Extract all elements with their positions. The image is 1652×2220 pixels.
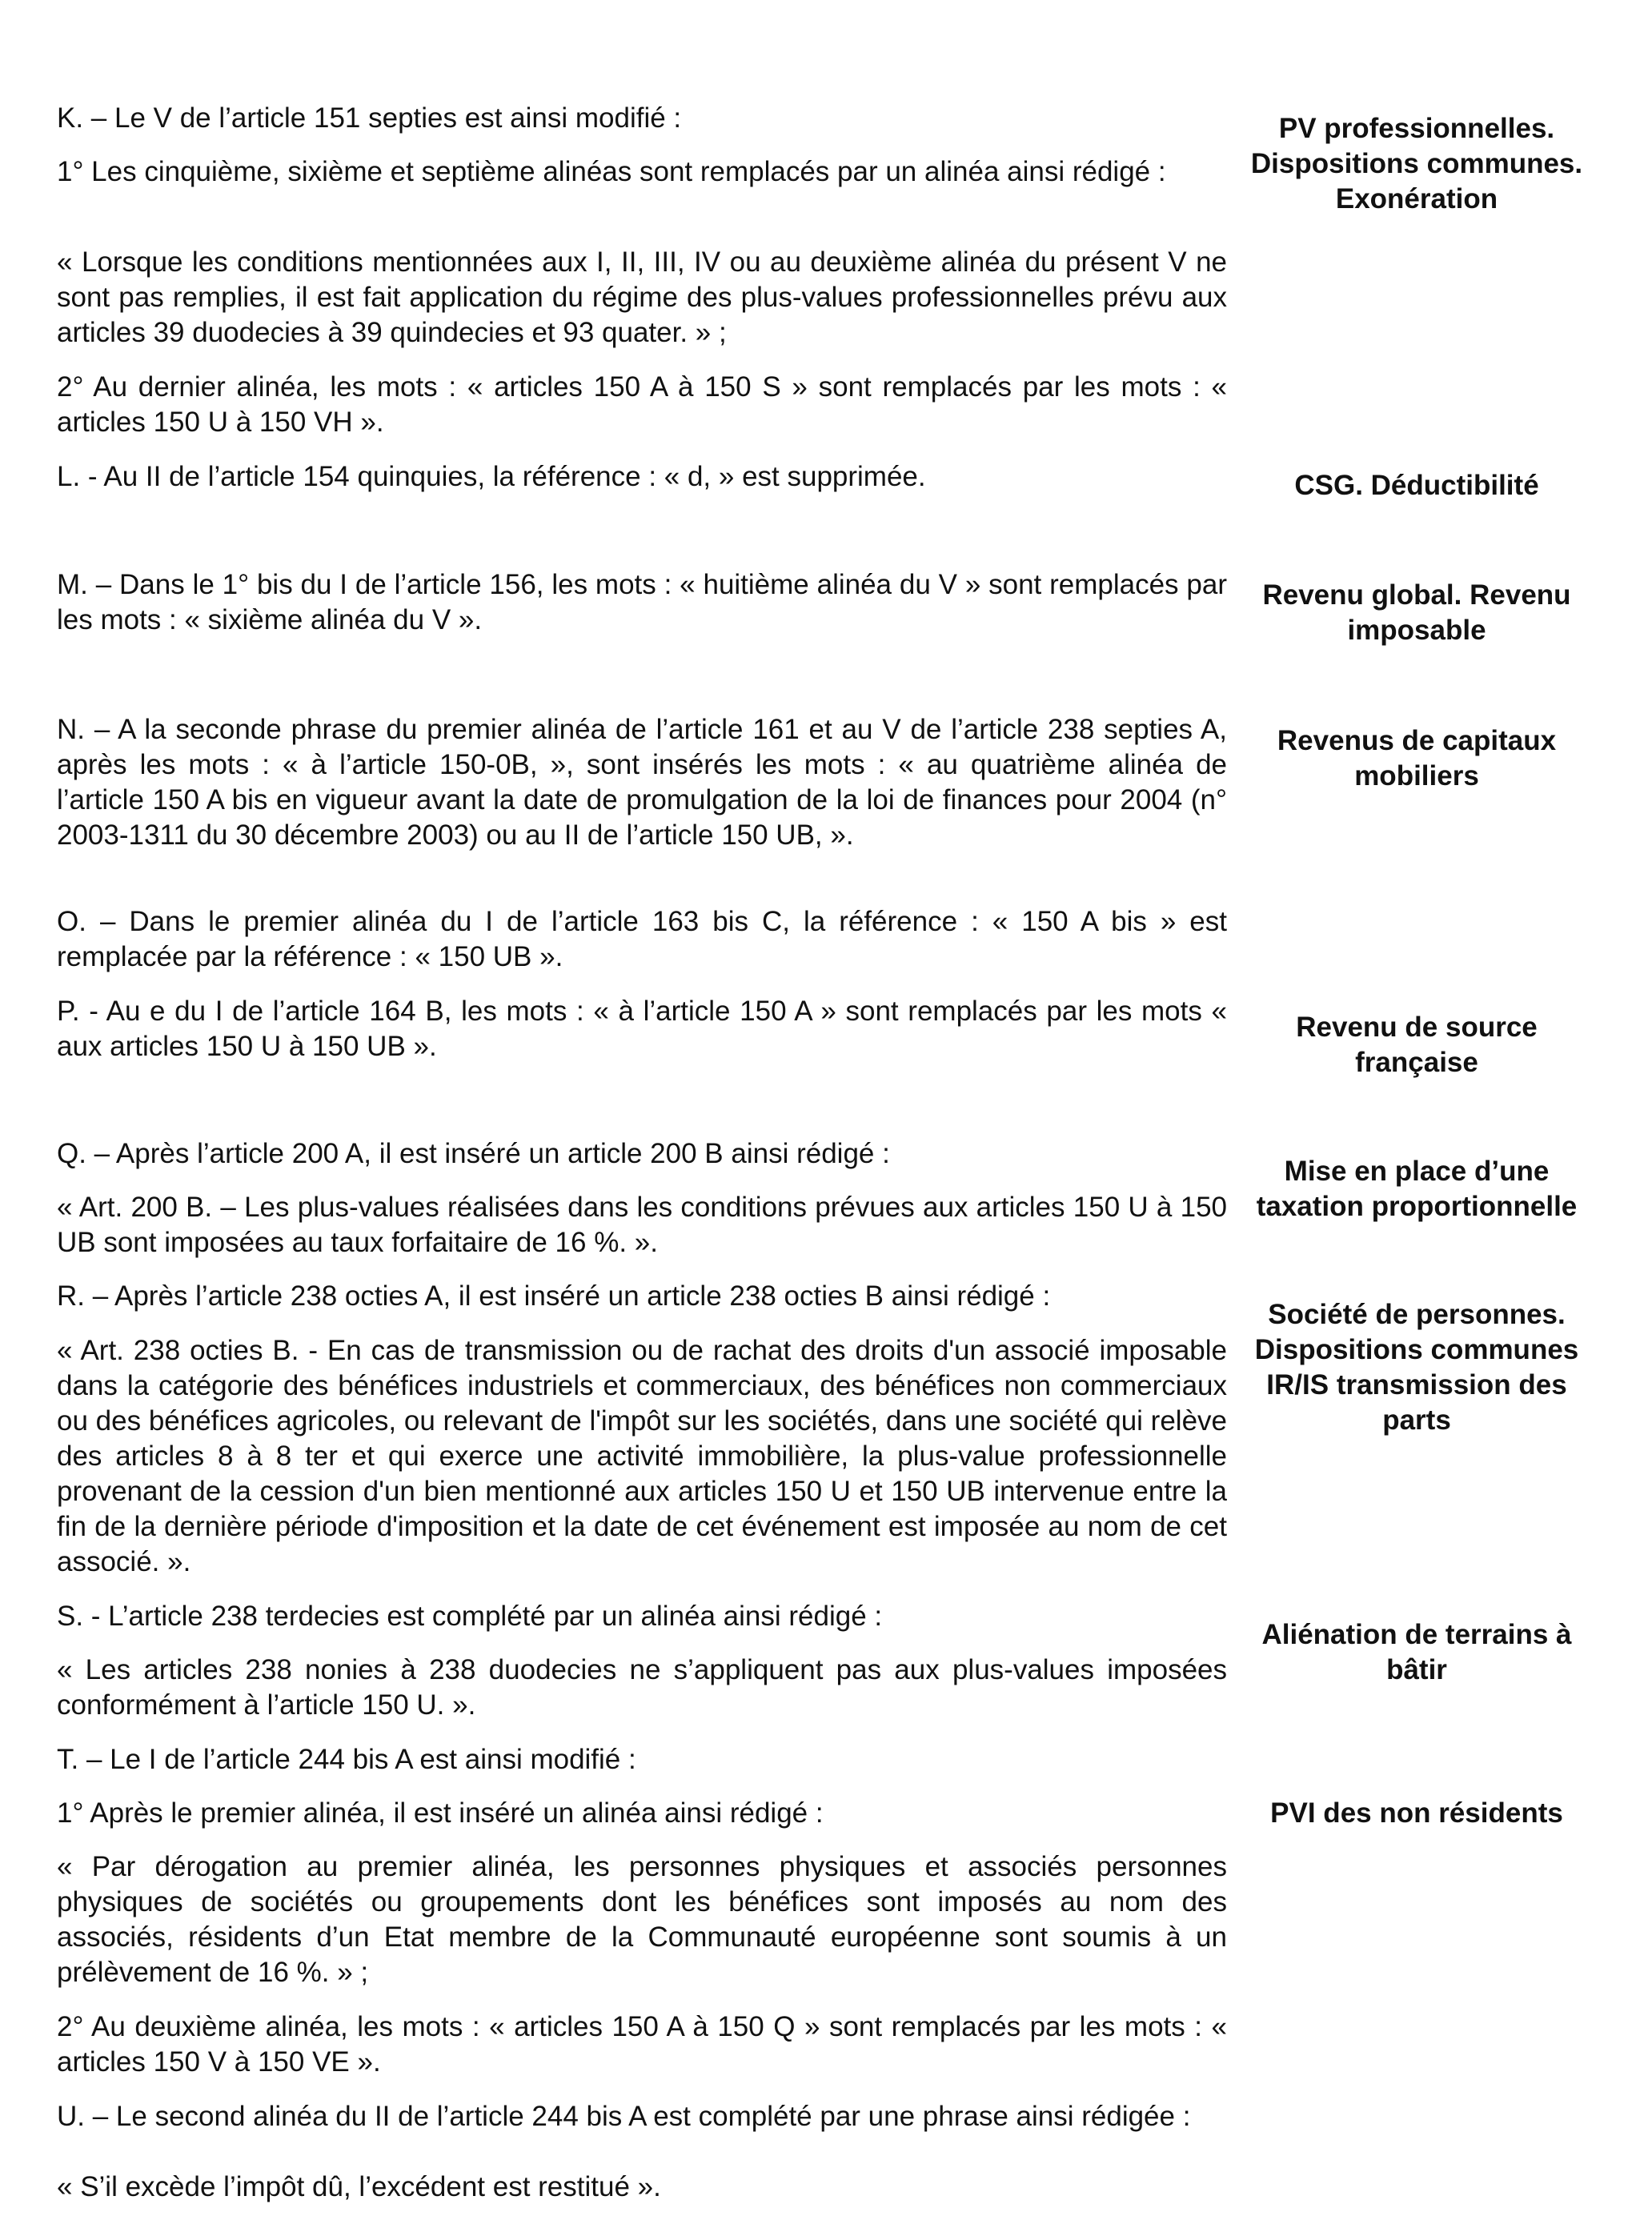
paragraph-s-quote: « Les articles 238 nonies à 238 duodecies ne s’appliquent pas aux plus-values imposées conformément à l’article 150 U. ». — [57, 1654, 1227, 1721]
paragraph-s: S. - L’article 238 terdecies est complété par un alinéa ainsi rédigé : — [57, 1601, 883, 1632]
margin-note-csg: CSG. Déductibilité — [1294, 470, 1539, 501]
paragraph-q-quote: « Art. 200 B. – Les plus-values réalisées dans les conditions prévues aux articles 150 U à 150 UB sont imposées au taux forfaitaire de 16 %. ». — [57, 1192, 1227, 1258]
margin-note-alienation-terrains: Aliénation de terrains à bâtir — [1261, 1619, 1572, 1685]
paragraph-m: M. – Dans le 1° bis du I de l’article 156, les mots : « huitième alinéa du V » sont remplacés par les mots : « sixième alinéa du V ». — [57, 569, 1227, 635]
paragraph-p: P. - Au e du I de l’article 164 B, les mots : « à l’article 150 A » sont remplacés par les mots « aux articles 150 U à 150 UB ». — [57, 996, 1227, 1062]
paragraph-k: K. – Le V de l’article 151 septies est ainsi modifié : — [57, 102, 682, 134]
margin-note-revenu-source: Revenu de source française — [1296, 1012, 1538, 1078]
margin-note-societe-personnes: Société de personnes. Dispositions communes IR/IS transmission des parts — [1254, 1299, 1579, 1436]
margin-note-revenus-capitaux: Revenus de capitaux mobiliers — [1277, 725, 1557, 791]
paragraph-k-1: 1° Les cinquième, sixième et septième alinéas sont remplacés par un alinéa ainsi rédigé : — [57, 156, 1166, 187]
paragraph-t-quote: « Par dérogation au premier alinéa, les personnes physiques et associés personnes physiques de sociétés ou groupements dont les bénéfices sont imposés au nom des associés, résidents d’un Etat membre de la Communauté européenne sont soumis à un prélèvement de 16 %. » ; — [57, 1851, 1227, 1988]
paragraph-u-quote: « S’il excède l’impôt dû, l’excédent est restitué ». — [57, 2171, 661, 2202]
paragraph-r: R. – Après l’article 238 octies A, il est inséré un article 238 octies B ainsi rédigé : — [57, 1280, 1051, 1312]
margin-note-revenu-global: Revenu global. Revenu imposable — [1262, 579, 1571, 646]
paragraph-t-1: 1° Après le premier alinéa, il est inséré un alinéa ainsi rédigé : — [57, 1797, 824, 1829]
paragraph-k-2: 2° Au dernier alinéa, les mots : « articles 150 A à 150 S » sont remplacés par les mots : « articles 150 U à 150 VH ». — [57, 371, 1227, 438]
paragraph-r-quote: « Art. 238 octies B. - En cas de transmission ou de rachat des droits d'un associé imposable dans la catégorie des bénéfices industriels et commerciaux, des bénéfices non commerciaux ou des bénéfices agricoles, ou relevant de l'impôt sur les sociétés, dans une société qui relève des articles 8 à 8 ter et qui exerce une activité immobilière, la plus-value professionnelle provenant de la cession d'un bien mentionné aux articles 150 U et 150 UB intervenue entre la fin de la dernière période d'imposition et la date de cet événement est imposée au nom de cet associé. ». — [57, 1335, 1227, 1577]
margin-note-taxation: Mise en place d’une taxation proportionnelle — [1256, 1156, 1578, 1222]
paragraph-k-quote: « Lorsque les conditions mentionnées aux I, II, III, IV ou au deuxième alinéa du présent V ne sont pas remplies, il est fait application du régime des plus-values professionnelles prévu aux articles 39 duodecies à 39 quindecies et 93 quater. » ; — [57, 246, 1227, 348]
paragraph-q: Q. – Après l’article 200 A, il est inséré un article 200 B ainsi rédigé : — [57, 1138, 890, 1169]
margin-note-pv-professionnelles: PV professionnelles. Dispositions communes. Exonération — [1250, 113, 1583, 214]
paragraph-t-2: 2° Au deuxième alinéa, les mots : « articles 150 A à 150 Q » sont remplacés par les mots : « articles 150 V à 150 VE ». — [57, 2011, 1227, 2078]
paragraph-l: L. - Au II de l’article 154 quinquies, la référence : « d, » est supprimée. — [57, 461, 926, 492]
margin-note-pvi-non-residents: PVI des non résidents — [1270, 1797, 1563, 1829]
paragraph-n: N. – A la seconde phrase du premier alinéa de l’article 161 et au V de l’article 238 septies A, après les mots : « à l’article 150-0B, », sont insérés les mots : « au quatrième alinéa de l’article 150 A bis en vigueur avant la date de promulgation de la loi de finances pour 2004 (n° 2003-1311 du 30 décembre 2003) ou au II de l’article 150 UB, ». — [57, 714, 1227, 851]
paragraph-u: U. – Le second alinéa du II de l’article 244 bis A est complété par une phrase ainsi rédigée : — [57, 2101, 1191, 2132]
paragraph-t: T. – Le I de l’article 244 bis A est ainsi modifié : — [57, 1744, 636, 1775]
paragraph-o: O. – Dans le premier alinéa du I de l’article 163 bis C, la référence : « 150 A bis » est remplacée par la référence : « 150 UB ». — [57, 906, 1227, 972]
